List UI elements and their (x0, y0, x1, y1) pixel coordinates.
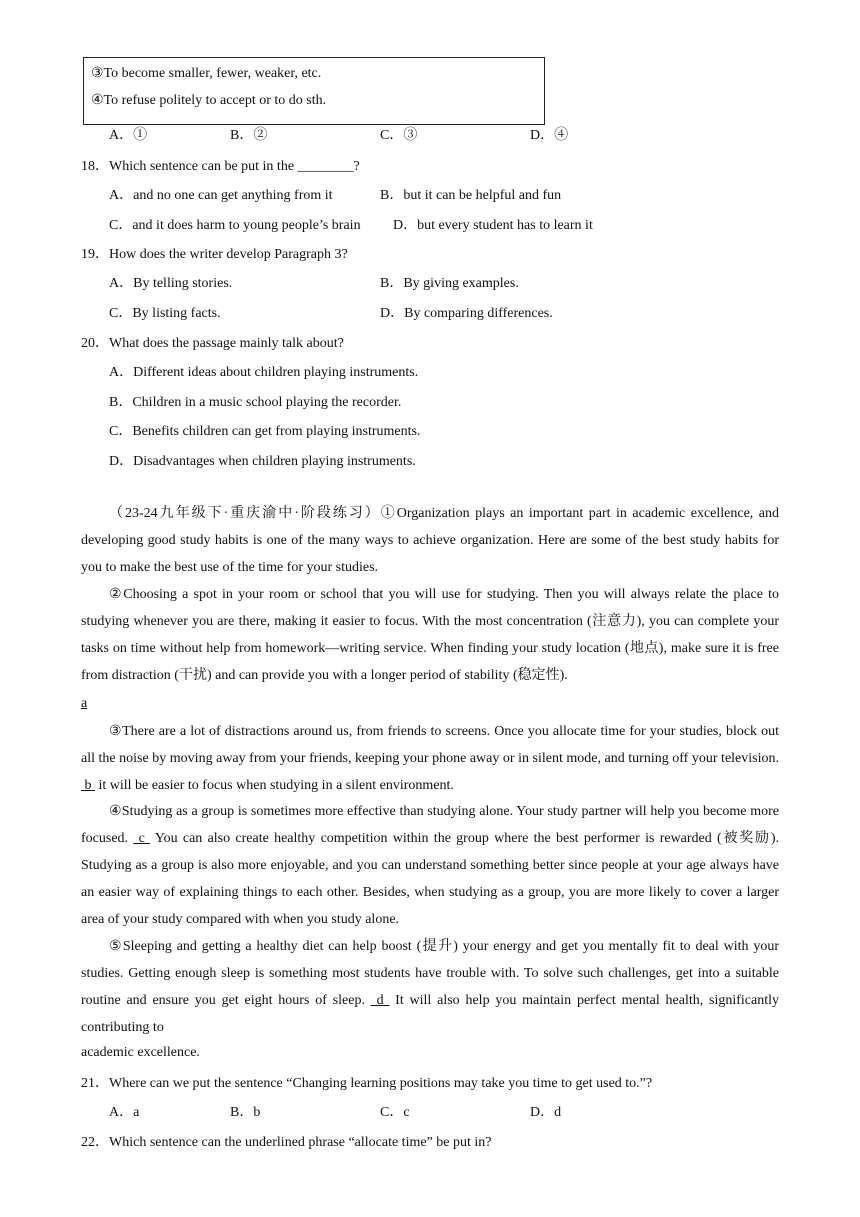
q18-option-c[interactable]: C．and it does harm to young people’s brain (109, 218, 361, 233)
q17-option-d[interactable]: D．④ (530, 128, 569, 143)
q18-option-b[interactable]: B．but it can be helpful and fun (380, 188, 562, 203)
definitions-box (83, 57, 545, 125)
blank-d: d (370, 993, 390, 1008)
paragraph-5-text-end: It will also help you maintain perfect mental health, significantly contributing to (81, 993, 780, 1035)
blank-a: a (81, 696, 88, 711)
paragraph-5-text: ⑤Sleeping and getting a healthy diet can help boost (提升) your energy and get you mentally fit to deal with your studies. Getting enough sleep is something most students have trouble with. To solve such challenges, get into a suitable routine and ensure you get eight hours of sleep. (81, 939, 779, 1008)
q21-stem: 21．Where can we put the sentence “Changing learning positions may take you time to get used to.”? (81, 1076, 653, 1091)
q19-stem: 19．How does the writer develop Paragraph 3? (81, 247, 348, 262)
definition-3: ③To become smaller, fewer, weaker, etc. (91, 66, 322, 81)
q21-option-c[interactable]: C．c (380, 1105, 410, 1120)
passage-paragraph-3 (81, 718, 779, 799)
q19-option-b[interactable]: B．By giving examples. (380, 276, 519, 291)
passage-paragraph-2: ②Choosing a spot in your room or school that you will use for studying. Then you will always relate the place to studying whenever you are there, making it easier to focus. With the most concentration (注意力), you can complete your tasks on time without help from homework—writing service. When finding your study location (地点), make sure it is free from distraction (干扰) and can provide you with a longer period of stability (稳定性). (81, 587, 779, 683)
passage-paragraph-4 (81, 798, 779, 933)
blank-b: b (81, 778, 95, 793)
q19-option-d[interactable]: D．By comparing differences. (380, 306, 553, 321)
q18-option-d[interactable]: D．but every student has to learn it (393, 218, 593, 233)
q22-stem: 22．Which sentence can the underlined phrase “allocate time” be put in? (81, 1135, 492, 1150)
blank-c: c (133, 831, 151, 846)
q17-option-b[interactable]: B．② (230, 128, 268, 143)
q20-option-d[interactable]: D．Disadvantages when children playing instruments. (109, 454, 416, 469)
q21-option-a[interactable]: A．a (109, 1105, 140, 1120)
paragraph-3-text-end: it will be easier to focus when studying in a silent environment. (95, 778, 454, 793)
paragraph-3-text: ③There are a lot of distractions around us, from friends to screens. Once you allocate time for your studies, block out all the noise by moving away from your friends, keeping your phone away or in silent mode, and turning off your television. (81, 724, 779, 766)
q19-option-c[interactable]: C．By listing facts. (109, 306, 221, 321)
paragraph-4-text-end: You can also create healthy competition within the group where the best performer is rewarded (被奖励). Studying as a group is also more enjoyable, and you can understand something better since people at your age always have an easier way of explaining things to each other. Besides, when studying as a group, you are more likely to cover a larger area of your study compared with when you study alone. (81, 831, 779, 927)
q17-option-c[interactable]: C．③ (380, 128, 418, 143)
q21-option-d[interactable]: D．d (530, 1105, 562, 1120)
paragraph-5-last-line: academic excellence. (81, 1045, 200, 1060)
q18-option-a[interactable]: A．and no one can get anything from it (109, 188, 333, 203)
q17-option-a[interactable]: A．① (109, 128, 148, 143)
q20-stem: 20．What does the passage mainly talk about? (81, 336, 344, 351)
q21-option-b[interactable]: B．b (230, 1105, 261, 1120)
passage-paragraph-1: （23-24九年级下·重庆渝中·阶段练习）①Organization plays an important part in academic excellence, and developing good study habits is one of the many ways to achieve organization. Here are some of the best study habits for you to make the best use of the time for your studies. (81, 506, 779, 575)
q20-option-a[interactable]: A．Different ideas about children playing instruments. (109, 365, 419, 380)
q19-option-a[interactable]: A．By telling stories. (109, 276, 233, 291)
definition-4: ④To refuse politely to accept or to do sth. (91, 93, 327, 108)
q20-option-b[interactable]: B．Children in a music school playing the recorder. (109, 395, 402, 410)
passage-paragraph-5 (81, 933, 779, 1041)
q20-option-c[interactable]: C．Benefits children can get from playing instruments. (109, 424, 421, 439)
q18-stem: 18．Which sentence can be put in the ________? (81, 159, 360, 174)
paragraph-4-text: ④Studying as a group is sometimes more effective than studying alone. Your study partner will help you become more focused. (81, 804, 779, 846)
